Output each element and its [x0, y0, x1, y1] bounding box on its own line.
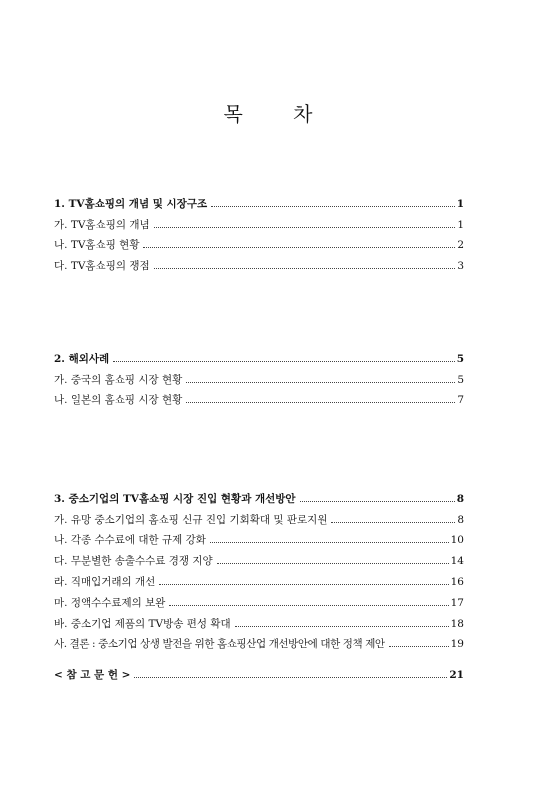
toc-page-number: 18 — [450, 617, 464, 630]
toc-section-3 — [54, 484, 464, 681]
dot-leader — [210, 541, 449, 543]
toc-item[interactable] — [54, 251, 464, 272]
toc-item[interactable] — [54, 505, 464, 526]
toc-heading[interactable] — [54, 344, 464, 365]
page-title: 목 차 — [223, 102, 335, 126]
dot-leader — [113, 360, 454, 362]
toc-item-label: 나. 각종 수수료에 대한 규제 강화 — [54, 534, 206, 547]
toc-item-label: 바. 중소기업 제품의 TV방송 편성 확대 — [54, 617, 231, 630]
toc-item[interactable] — [54, 609, 464, 630]
toc-page-number: 19 — [450, 638, 464, 651]
toc-item-label: 가. TV홈쇼핑의 개념 — [54, 218, 150, 231]
toc-item-label: 사. 결론 : 중소기업 상생 발전을 위한 홈쇼핑산업 개선방안에 대한 정책 제안 — [54, 638, 385, 651]
dot-leader — [331, 521, 455, 523]
toc-item[interactable] — [54, 546, 464, 567]
dot-leader — [186, 381, 455, 383]
toc-page-number: 1 — [457, 218, 464, 231]
toc-page-number: 8 — [456, 492, 464, 505]
toc-page-number: 10 — [450, 534, 464, 547]
dot-leader — [186, 401, 455, 403]
toc-item[interactable] — [54, 588, 464, 609]
toc-page-number: 17 — [450, 596, 464, 609]
dot-leader — [169, 604, 448, 606]
toc-references[interactable] — [54, 660, 464, 681]
toc-page-number: 3 — [457, 260, 464, 273]
toc-page-number: 5 — [457, 373, 464, 386]
toc-page-number: 14 — [450, 555, 464, 568]
toc-item-label: 다. TV홈쇼핑의 쟁점 — [54, 260, 150, 273]
toc-page-number: 2 — [457, 239, 464, 252]
toc-heading[interactable] — [54, 484, 464, 505]
toc-heading[interactable] — [54, 189, 464, 210]
toc-heading-label: 2. 해외사례 — [54, 352, 110, 365]
toc-references-label: < 참 고 문 헌 > — [54, 669, 131, 682]
toc-page-number: 21 — [449, 669, 464, 682]
toc-item-label: 마. 정액수수료제의 보완 — [54, 596, 166, 609]
toc-heading-label: 3. 중소기업의 TV홈쇼핑 시장 진입 현황과 개선방안 — [54, 492, 296, 505]
toc-section-1 — [54, 189, 464, 272]
toc-section-2 — [54, 344, 464, 406]
dot-leader — [300, 500, 455, 502]
dot-leader — [235, 625, 449, 627]
dot-leader — [217, 562, 449, 564]
toc-heading-label: 1. TV홈쇼핑의 개념 및 시장구조 — [54, 197, 208, 210]
dot-leader — [389, 645, 449, 647]
dot-leader — [211, 205, 455, 207]
toc-item-label: 나. 일본의 홈쇼핑 시장 현황 — [54, 394, 183, 407]
toc-item-label: 다. 무분별한 송출수수료 경쟁 지양 — [54, 555, 213, 568]
toc-item-label: 가. 중국의 홈쇼핑 시장 현황 — [54, 373, 183, 386]
toc-item[interactable] — [54, 210, 464, 231]
toc-item[interactable] — [54, 386, 464, 407]
dot-leader — [143, 246, 455, 248]
toc-item-label: 가. 유망 중소기업의 홈쇼핑 신규 진입 기회확대 및 판로지원 — [54, 513, 328, 526]
toc-item-label: 라. 직매입거래의 개선 — [54, 575, 156, 588]
toc-item[interactable] — [54, 365, 464, 386]
toc-page-number: 5 — [456, 352, 464, 365]
dot-leader — [154, 226, 456, 228]
toc-page-number: 16 — [450, 575, 464, 588]
toc-item[interactable] — [54, 630, 464, 651]
dot-leader — [154, 267, 456, 269]
toc-item[interactable] — [54, 526, 464, 547]
toc-page-number: 8 — [457, 513, 464, 526]
dot-leader — [134, 676, 447, 678]
toc-page-number: 7 — [457, 394, 464, 407]
toc-item-label: 나. TV홈쇼핑 현황 — [54, 239, 140, 252]
dot-leader — [159, 583, 448, 585]
toc-item[interactable] — [54, 567, 464, 588]
toc-item[interactable] — [54, 231, 464, 252]
toc-page-number: 1 — [456, 197, 464, 210]
